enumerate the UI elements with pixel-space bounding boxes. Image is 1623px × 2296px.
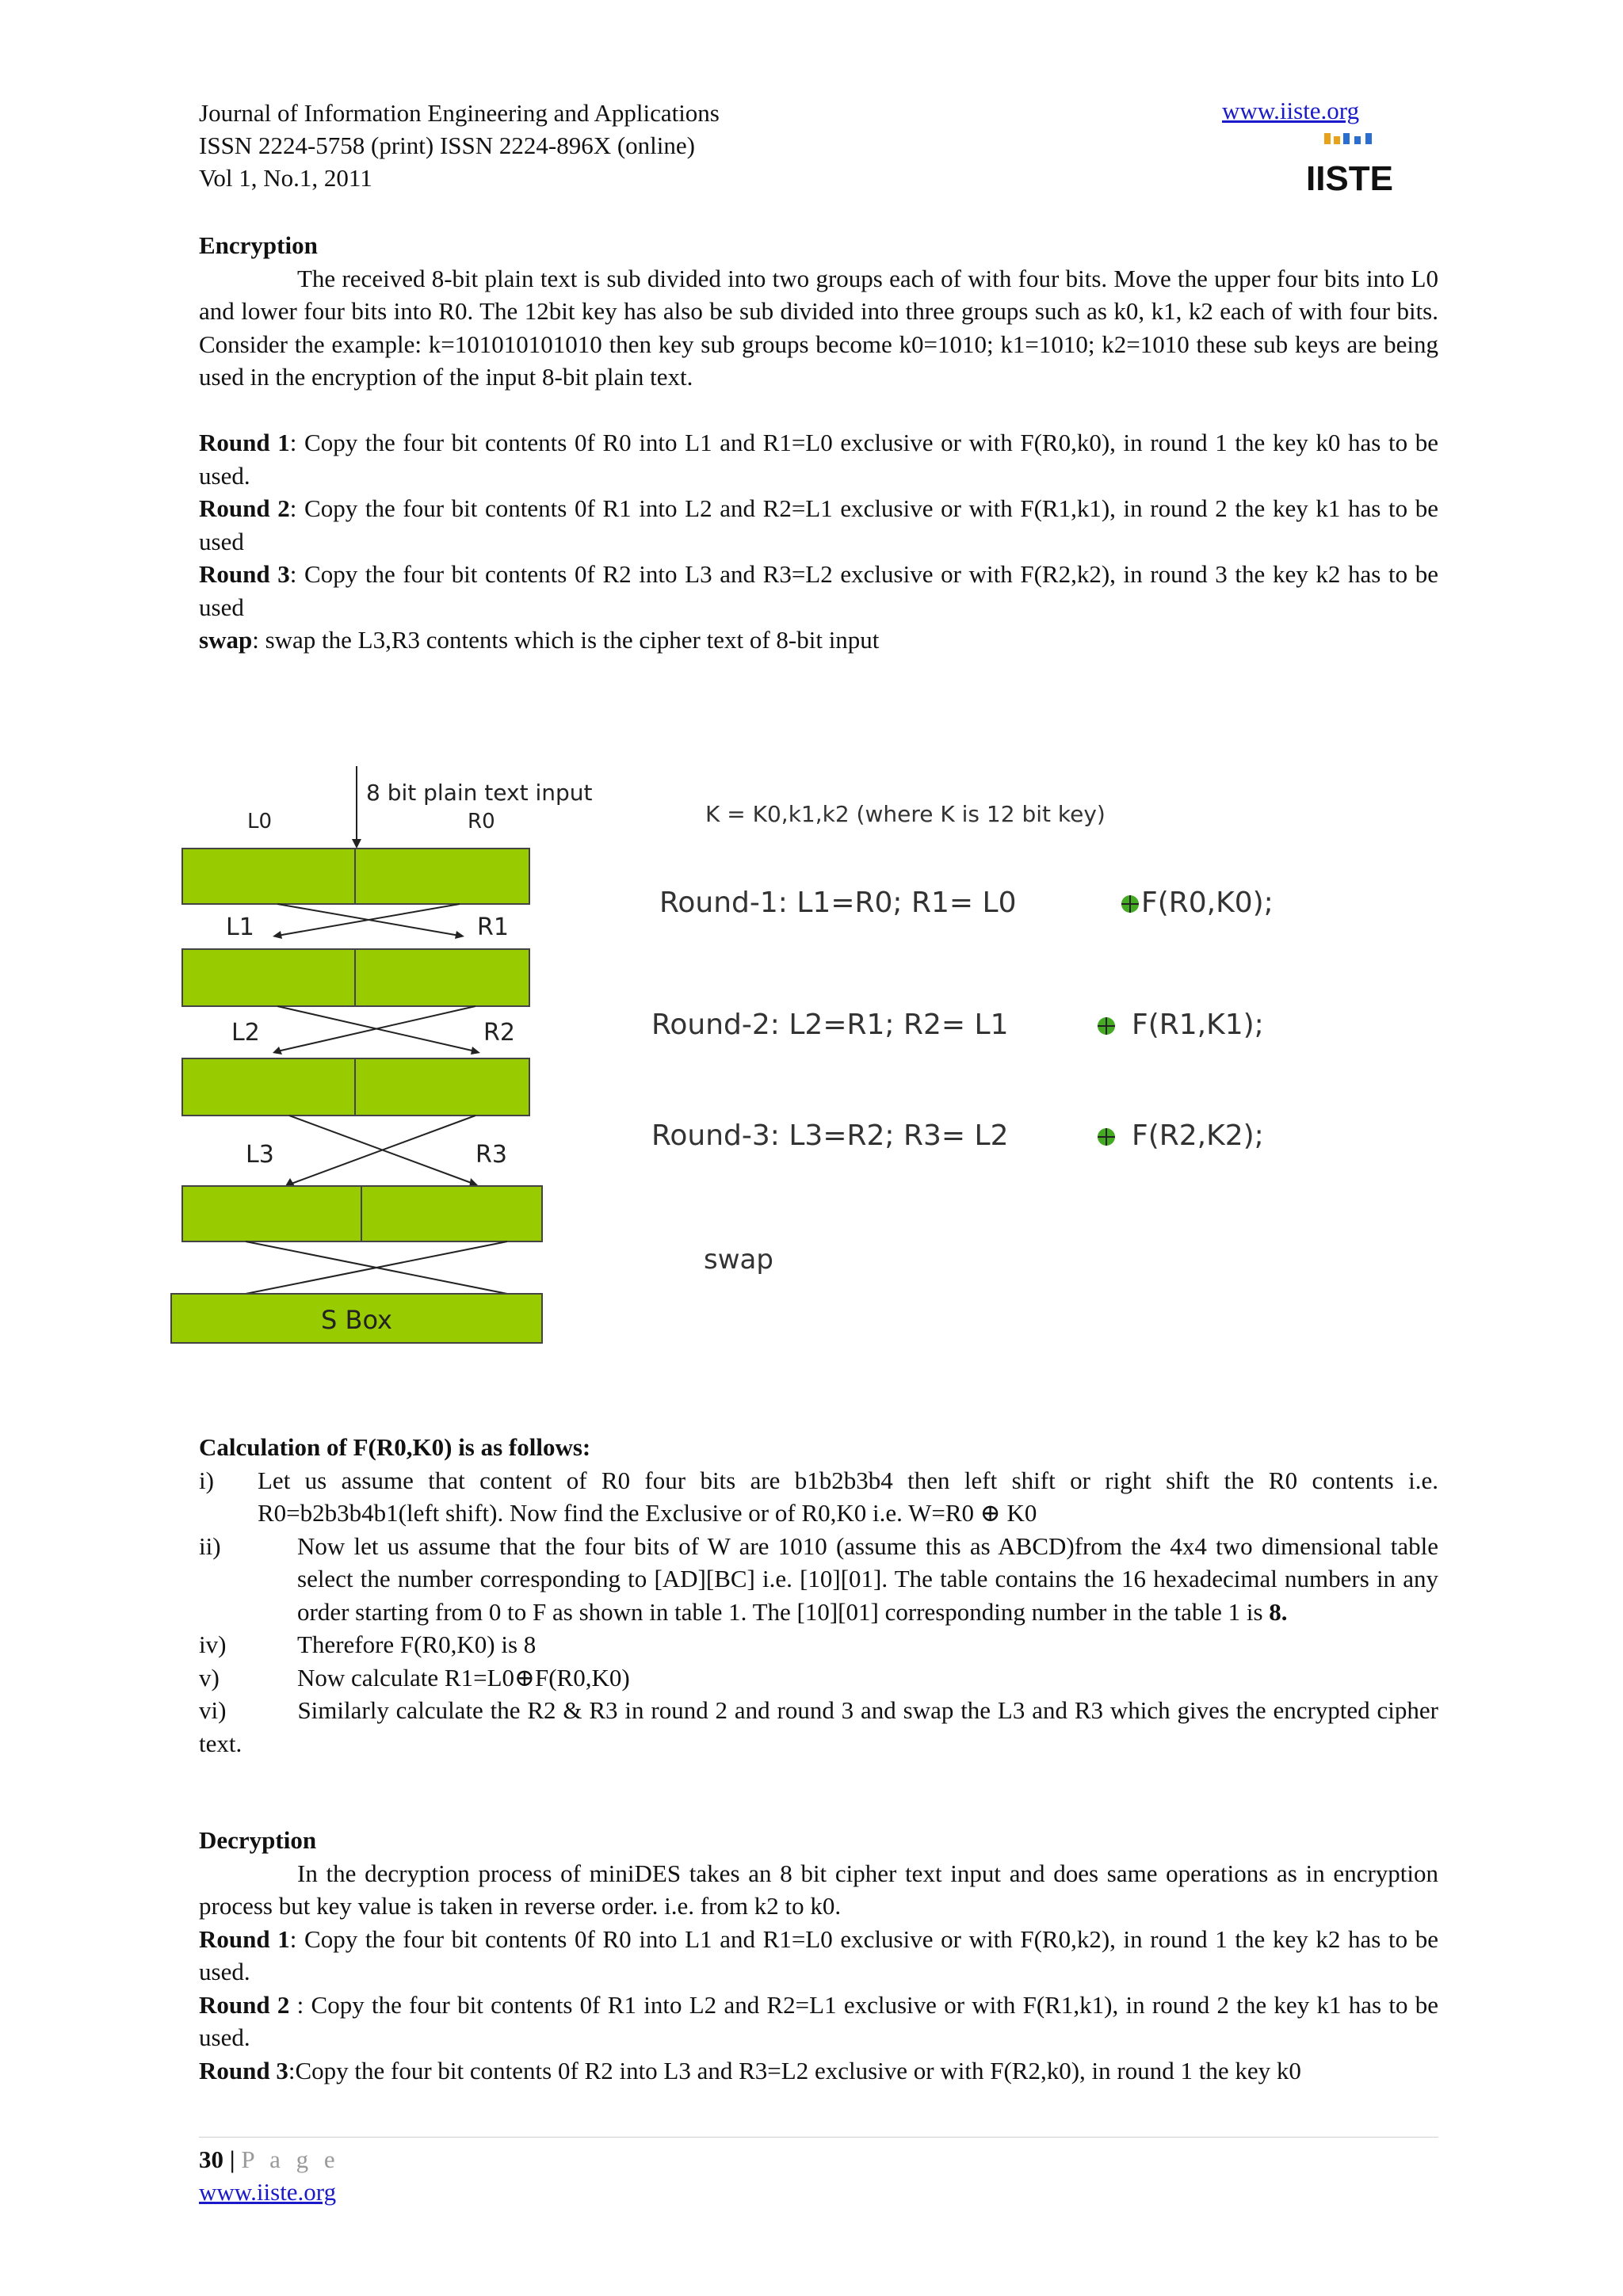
round2-eq: Round-2: L2=R1; R2= L1 xyxy=(651,1009,1009,1041)
header-url-link[interactable]: www.iiste.org xyxy=(1222,97,1360,124)
round3-f: F(R2,K2); xyxy=(1132,1119,1264,1152)
volume-line: Vol 1, No.1, 2011 xyxy=(199,164,372,192)
box-r2 xyxy=(355,1058,529,1116)
swap-label: swap xyxy=(704,1244,773,1276)
label-r3: R3 xyxy=(475,1141,507,1169)
footer-url-link[interactable]: www.iiste.org xyxy=(199,2178,337,2206)
footer: 30 | P a g e www.iiste.org xyxy=(199,2145,340,2206)
enc-round-3: Round 3: Copy the four bit contents 0f R2 into L3 and R3=L2 exclusive or with F(R2,k2), in round 3 the key k2 has to be used xyxy=(199,560,1438,621)
enc-round-1: Round 1: Copy the four bit contents 0f R0 into L1 and R1=L0 exclusive or with F(R0,k0), in round 1 the key k0 has to be used. xyxy=(199,429,1438,490)
calculation-section xyxy=(199,1431,1438,1760)
minides-diagram xyxy=(158,757,1316,1351)
round1-f: F(R0,K0); xyxy=(1141,887,1274,919)
dec-round-3: Round 3:Copy the four bit contents 0f R2 into L3 and R3=L2 exclusive or with F(R2,k0), in round 1 the key k0 xyxy=(199,2056,1301,2084)
dec-round-1: Round 1: Copy the four bit contents 0f R0 into L1 and R1=L0 exclusive or with F(R0,k2), in round 1 the key k2 has to be used. xyxy=(199,1924,1438,1985)
decryption-heading: Decryption xyxy=(199,1826,317,1854)
label-l1: L1 xyxy=(226,913,254,941)
label-l3: L3 xyxy=(246,1141,274,1169)
decryption-section xyxy=(199,1824,1438,2087)
calc-item-v: v) Now calculate R1=L0⊕F(R0,K0) xyxy=(199,1663,630,1691)
encryption-paragraph: The received 8-bit plain text is sub divided into two groups each of with four bits. Move the upper four bits into L0 and lower four bits into R0. The 12bit key has also be sub divided into three groups such as k0, k1, k2 each of with four bits. Consider the example: k=101010101010 then key sub groups become k0=1010; k1=1010; k2=1010 these sub keys are being used in the encryption of the input 8-bit plain text. xyxy=(199,264,1438,391)
decryption-paragraph: In the decryption process of miniDES takes an 8 bit cipher text input and does same operations as in encryption process but key value is taken in reverse order. i.e. from k2 to k0. xyxy=(199,1859,1438,1920)
label-r1: R1 xyxy=(477,913,509,941)
journal-title: Journal of Information Engineering and Applications xyxy=(199,99,720,127)
round3-eq: Round-3: L3=R2; R3= L2 xyxy=(651,1119,1009,1152)
logo-lettering: IISTE xyxy=(1305,159,1394,198)
enc-round-2: Round 2: Copy the four bit contents 0f R1 into L2 and R2=L1 exclusive or with F(R1,k1), in round 2 the key k1 has to be used xyxy=(199,494,1438,555)
label-l0: L0 xyxy=(247,810,273,833)
calc-item-ii: ii) Now let us assume that the four bits of W are 1010 (assume this as ABCD)from the 4x4 two dimensional table select the number corresponding to [AD][BC] i.e. [10][01]. The table contains the 16 hexadecimal numbers in any order starting from 0 to F as shown in table 1. The [10][01] corresponding number in the table 1 is 8. xyxy=(199,1531,1438,1626)
box-r3 xyxy=(361,1186,542,1241)
enc-swap: swap: swap the L3,R3 contents which is the cipher text of 8-bit input xyxy=(199,626,880,654)
box-l0 xyxy=(182,849,355,904)
label-r2: R2 xyxy=(483,1019,515,1047)
box-r0 xyxy=(355,849,529,904)
box-r1 xyxy=(355,949,529,1006)
sbox-label: S Box xyxy=(321,1305,392,1335)
calc-heading: Calculation of F(R0,K0) is as follows: xyxy=(199,1433,591,1461)
page-number: 30 xyxy=(199,2145,223,2173)
box-l1 xyxy=(182,949,355,1006)
encryption-section xyxy=(199,229,1438,657)
issn-line: ISSN 2224-5758 (print) ISSN 2224-896X (online) xyxy=(199,132,695,159)
encryption-heading: Encryption xyxy=(199,231,318,259)
dec-round-2: Round 2 : Copy the four bit contents 0f R1 into L2 and R2=L1 exclusive or with F(R1,k1), in round 2 the key k1 has to be used. xyxy=(199,1990,1438,2051)
round2-f: F(R1,K1); xyxy=(1132,1009,1264,1041)
label-r0: R0 xyxy=(468,810,495,833)
iiste-logo-icon xyxy=(1305,132,1394,198)
round1-eq: Round-1: L1=R0; R1= L0 xyxy=(659,887,1017,919)
input-label: 8 bit plain text input xyxy=(366,780,593,806)
box-l2 xyxy=(182,1058,355,1116)
calc-item-i: i) Let us assume that content of R0 four bits are b1b2b3b4 then left shift or right shift the R0 contents i.e. R0=b2b3b4b1(left shift). Now find the Exclusive or of R0,K0 i.e. W=R0 ⊕ K0 xyxy=(199,1466,1438,1527)
box-l3 xyxy=(182,1186,361,1241)
key-line: K = K0,k1,k2 (where K is 12 bit key) xyxy=(705,801,1106,827)
footer-divider xyxy=(199,2137,1438,2138)
label-l2: L2 xyxy=(231,1019,260,1047)
page-word: P a g e xyxy=(241,2145,340,2173)
calc-item-iv: iv) Therefore F(R0,K0) is 8 xyxy=(199,1630,537,1658)
calc-item-vi: vi) Similarly calculate the R2 & R3 in round 2 and round 3 and swap the L3 and R3 which gives the encrypted cipher text. xyxy=(199,1696,1438,1757)
